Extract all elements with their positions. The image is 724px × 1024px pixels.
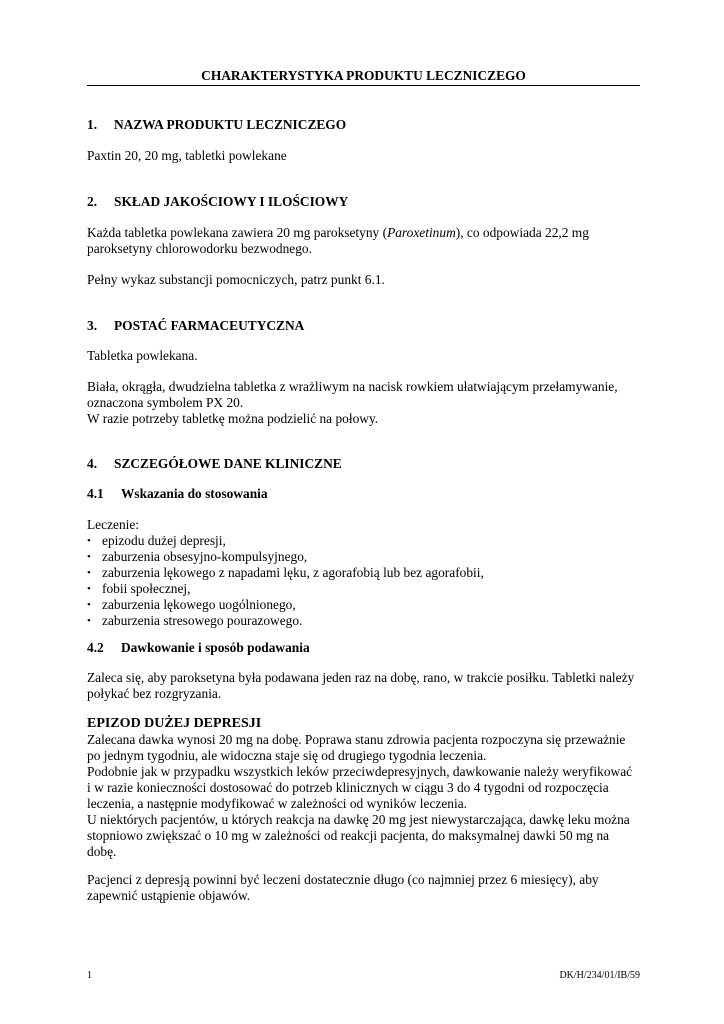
tablet-description-line-2: oznaczona symbolem PX 20. [87, 395, 244, 410]
text-line: zapewnić ustąpienie objawów. [87, 888, 251, 903]
dosage-line-2: połykać bez rozgryzania. [87, 686, 222, 701]
list-item [87, 581, 484, 597]
composition-text-after: ), co odpowiada 22,2 mg [455, 225, 589, 240]
dosage-line-1: Zaleca się, aby paroksetyna była podawana jeden raz na dobę, rano, w trakcie posiłku. Tabletki należy [87, 670, 635, 685]
title-underline [87, 85, 640, 86]
document-page [87, 0, 640, 1024]
subsection-4-2-number: 4.2 [87, 640, 104, 655]
section-2-title: SKŁAD JAKOŚCIOWY I ILOŚCIOWY [114, 194, 349, 209]
subsection-4-2-title: Dawkowanie i sposób podawania [121, 640, 310, 655]
section-1-number: 1. [87, 117, 98, 132]
subsection-4-1-number: 4.1 [87, 486, 104, 501]
footer-document-code: DK/H/234/01/IB/59 [559, 970, 640, 981]
list-item [87, 533, 484, 549]
text-line: leczenia, a następnie modyfikować w zależności od wyników leczenia. [87, 796, 467, 811]
section-2-number: 2. [87, 194, 98, 209]
list-item-text: fobii społecznej, [102, 581, 191, 596]
bullet-icon: • [87, 567, 91, 579]
composition-text-before: Każda tabletka powlekana zawiera 20 mg paroksetyny ( [87, 225, 388, 240]
list-item [87, 549, 484, 565]
text-line: Podobnie jak w przypadku wszystkich leków przeciwdepresyjnych, dawkowanie należy weryfikować [87, 764, 633, 779]
list-item-text: zaburzenia lękowego uogólnionego, [102, 597, 296, 612]
text-line: dobę. [87, 844, 117, 859]
tablet-description-line-3: W razie potrzeby tabletkę można podzielić na połowy. [87, 411, 379, 426]
section-2-paragraph-1 [87, 225, 589, 257]
text-line: stopniowo zwiększać o 10 mg w zależności od reakcji pacjenta, do maksymalnej dawki 50 mg na [87, 828, 610, 843]
bullet-icon: • [87, 551, 91, 563]
latin-substance-name: Paroxetinum [387, 225, 456, 240]
section-1-heading [87, 117, 346, 133]
list-item [87, 565, 484, 581]
section-3-paragraph-1: Tabletka powlekana. [87, 348, 198, 363]
section-1-title: NAZWA PRODUKTU LECZNICZEGO [114, 117, 347, 132]
text-line: i w razie konieczności dostosować do potrzeb klinicznych w ciągu 3 do 4 tygodni od rozpoczęcia [87, 780, 609, 795]
list-item-text: epizodu dużej depresji, [102, 533, 226, 548]
list-item-text: zaburzenia lękowego z napadami lęku, z agorafobią lub bez agorafobii, [102, 565, 484, 580]
bullet-icon: • [87, 535, 91, 547]
dosage-paragraph-1 [87, 670, 634, 702]
section-1-text: Paxtin 20, 20 mg, tabletki powlekane [87, 148, 287, 163]
footer-page-number: 1 [87, 970, 92, 981]
subsection-4-1-title: Wskazania do stosowania [121, 486, 268, 501]
subsection-4-2-heading [87, 640, 310, 656]
section-3-number: 3. [87, 318, 98, 333]
text-line: Zalecana dawka wynosi 20 mg na dobę. Poprawa stanu zdrowia pacjenta rozpoczyna się przeważnie [87, 732, 626, 747]
list-item-text: zaburzenia stresowego pourazowego. [102, 613, 303, 628]
section-3-heading [87, 318, 304, 334]
bullet-icon: • [87, 599, 91, 611]
section-3-title: POSTAĆ FARMACEUTYCZNA [114, 318, 305, 333]
section-4-heading [87, 456, 342, 472]
text-line: Pacjenci z depresją powinni być leczeni dostatecznie długo (co najmniej przez 6 miesięcy), aby [87, 872, 599, 887]
text-line: po jednym tygodniu, ale widoczna staje się od drugiego tygodnia leczenia. [87, 748, 487, 763]
tablet-description-line-1: Biała, okrągła, dwudzielna tabletka z wrażliwym na nacisk rowkiem ułatwiającym przełamywanie, [87, 379, 618, 394]
indications-list [87, 517, 484, 629]
depression-subheading: EPIZOD DUŻEJ DEPRESJI [87, 716, 262, 731]
list-item [87, 597, 484, 613]
composition-text-line-2: paroksetyny chlorowodorku bezwodnego. [87, 241, 312, 256]
section-2-heading [87, 194, 348, 210]
depression-duration-paragraph [87, 872, 599, 904]
depression-dosage-text [87, 732, 632, 860]
bullet-icon: • [87, 615, 91, 627]
section-3-paragraph-2 [87, 379, 618, 427]
section-4-number: 4. [87, 456, 98, 471]
text-line: U niektórych pacjentów, u których reakcja na dawkę 20 mg jest niewystarczająca, dawkę leku można [87, 812, 630, 827]
list-item [87, 613, 484, 629]
section-2-paragraph-2: Pełny wykaz substancji pomocniczych, patrz punkt 6.1. [87, 272, 385, 287]
subsection-4-1-heading [87, 486, 268, 502]
list-item-text: zaburzenia obsesyjno-kompulsyjnego, [102, 549, 308, 564]
bullet-icon: • [87, 583, 91, 595]
indications-intro: Leczenie: [87, 517, 140, 532]
section-4-title: SZCZEGÓŁOWE DANE KLINICZNE [114, 456, 342, 471]
document-title: CHARAKTERYSTYKA PRODUKTU LECZNICZEGO [201, 68, 526, 83]
